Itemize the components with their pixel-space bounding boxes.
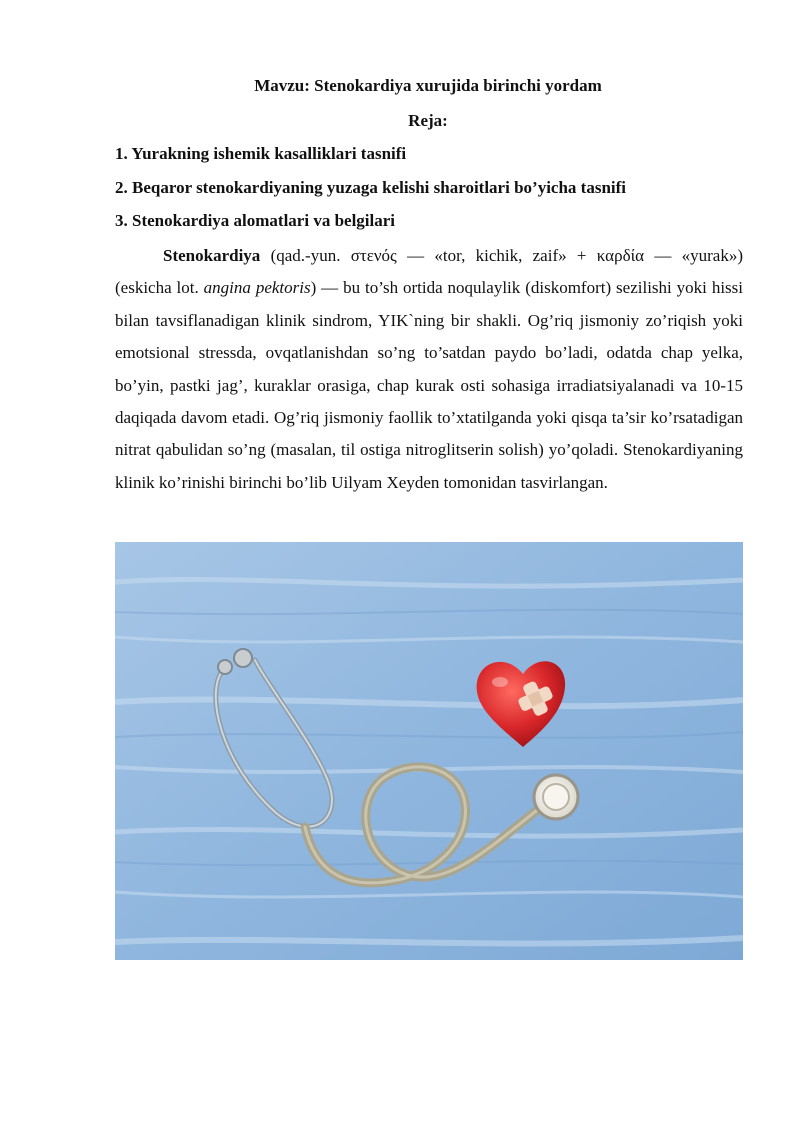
stethoscope-heart-photo	[115, 542, 743, 960]
body-paragraph	[115, 240, 743, 499]
paragraph-term: Stenokardiya	[163, 246, 261, 265]
stethoscope-chest-piece	[534, 775, 578, 819]
plan-item-1: 1. Yurakning ishemik kasalliklari tasnifi	[115, 144, 407, 163]
document-title: Mavzu: Stenokardiya xurujida birinchi yordam	[254, 76, 602, 95]
plan-item-3: 3. Stenokardiya alomatlari va belgilari	[115, 211, 396, 230]
plan-heading: Reja:	[408, 111, 448, 130]
plan-item-2: 2. Beqaror stenokardiyaning yuzaga kelishi sharoitlari bo’yicha tasnifi	[115, 178, 627, 197]
paragraph-part-2: ) — bu to’sh ortida noqulaylik (diskomfort) sezilishi yoki hissi bilan tavsiflanadigan klinik sindrom, YIK`ning bir shakli. Og’riq jismoniy zo’riqish yoki emotsional stressda, ovqatlanishdan so’ng to’satdan paydo bo’ladi, odatda chap yelka, bo’yin, pastki jag’, kuraklar orasiga, chap kurak osti sohasiga irradiatsiyalanadi va 10-15 daqiqada davom etadi. Og’riq jismoniy faollik to’xtatilganda yoki qisqa ta’sir ko’rsatadigan nitrat qabulidan so’ng (masalan, til ostiga nitroglitserin solish) yo’qoladi. Stenokardiyaning klinik ko’rinishi birinchi bo’lib Uilyam Xeyden tomonidan tasvirlangan.	[115, 278, 743, 492]
paragraph-latin-term: angina pektoris	[203, 278, 311, 298]
paragraph-part-1: (qad.-yun. στενός — «tor, kichik, zaif» + καρδία — «yurak») (eskicha lot.	[115, 246, 743, 298]
